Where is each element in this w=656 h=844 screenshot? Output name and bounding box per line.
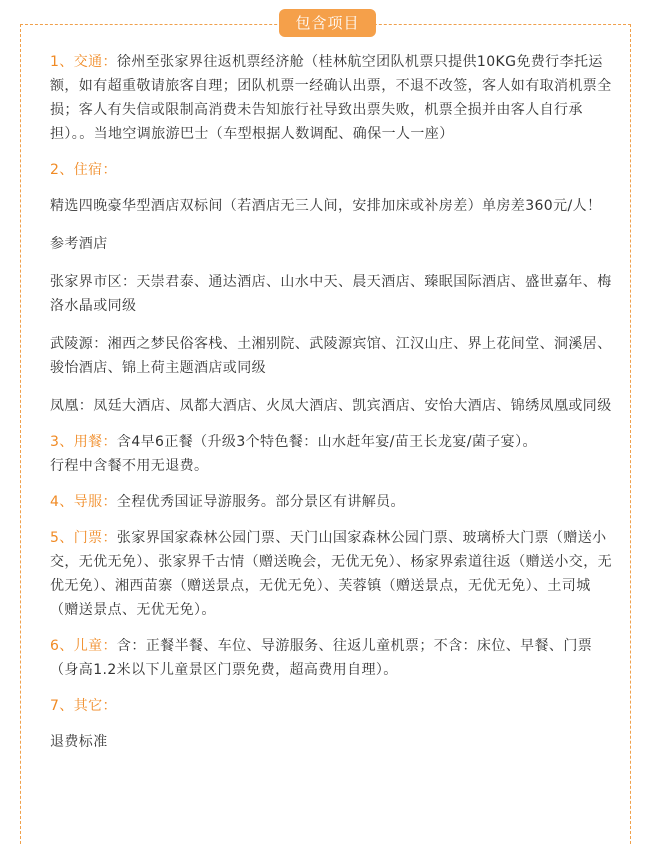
transport-section [50,50,614,146]
included-items-content [50,50,614,754]
meals-text: 含4早6正餐（升级3个特色餐：山水赶年宴/苗王长龙宴/菌子宴）。 [116,434,537,450]
tickets-heading: 5、门票： [50,530,117,546]
hotels-zhangjiajie: 张家界市区：天崇君泰、通达酒店、山水中天、晨天酒店、臻眠国际酒店、盛世嘉年、梅洛水晶或同级 [50,274,612,314]
meals-note: 行程中含餐不用无退费。 [50,458,209,474]
children-heading: 6、儿童： [50,638,117,654]
meals-heading: 3、用餐： [50,434,117,450]
lodging-intro: 精选四晚豪华型酒店双标间（若酒店无三人间，安排加床或补房差）单房差360元/人！ [50,198,602,214]
tickets-text: 张家界国家森林公园门票、天门山国家森林公园门票、玻璃桥大门票（赠送小交，无优无免）、张家界千古情（赠送晚会，无优无免）、杨家界索道往返（赠送小交，无优无免）、湘西苗寨（赠送景点，无优无免）、芙蓉镇（赠送景点，无优无免）、土司城（赠送景点、无优无免）。 [50,530,612,618]
tickets-section [50,526,614,622]
guide-text: 全程优秀国证导游服务。部分景区有讲解员。 [116,494,405,510]
refund-standard-label: 退费标准 [50,734,108,750]
guide-section [50,490,614,514]
guide-heading: 4、导服： [50,494,117,510]
hotels-fenghuang: 凤凰：凤廷大酒店、凤都大酒店、火凤大酒店、凯宾酒店、安怡大酒店、锦绣凤凰或同级 [50,398,612,414]
hotels-wulingyuan: 武陵源：湘西之梦民俗客栈、土湘别院、武陵源宾馆、江汉山庄、界上花间堂、洞溪居、骏怡酒店、锦上荷主题酒店或同级 [50,336,612,376]
children-section [50,634,614,682]
meals-section [50,430,614,454]
section-title-badge: 包含项目 [279,9,376,37]
lodging-heading: 2、住宿： [50,162,117,178]
children-text: 含：正餐半餐、车位、导游服务、往返儿童机票；不含：床位、早餐、门票（身高1.2米以下儿童景区门票免费，超高费用自理）。 [50,638,593,678]
transport-heading: 1、交通： [50,54,117,70]
reference-hotels-label: 参考酒店 [50,236,108,252]
other-heading: 7、其它： [50,698,117,714]
transport-text: 徐州至张家界往返机票经济舱（桂林航空团队机票只提供10KG免费行李托运额，如有超重敬请旅客自理；团队机票一经确认出票，不退不改签，客人如有取消机票全损；客人有失信或限制高消费未告知旅行社导致出票失败，机票全损并由客人自行承担）。。当地空调旅游巴士（车型根据人数调配、确保一人一座） [50,54,612,142]
